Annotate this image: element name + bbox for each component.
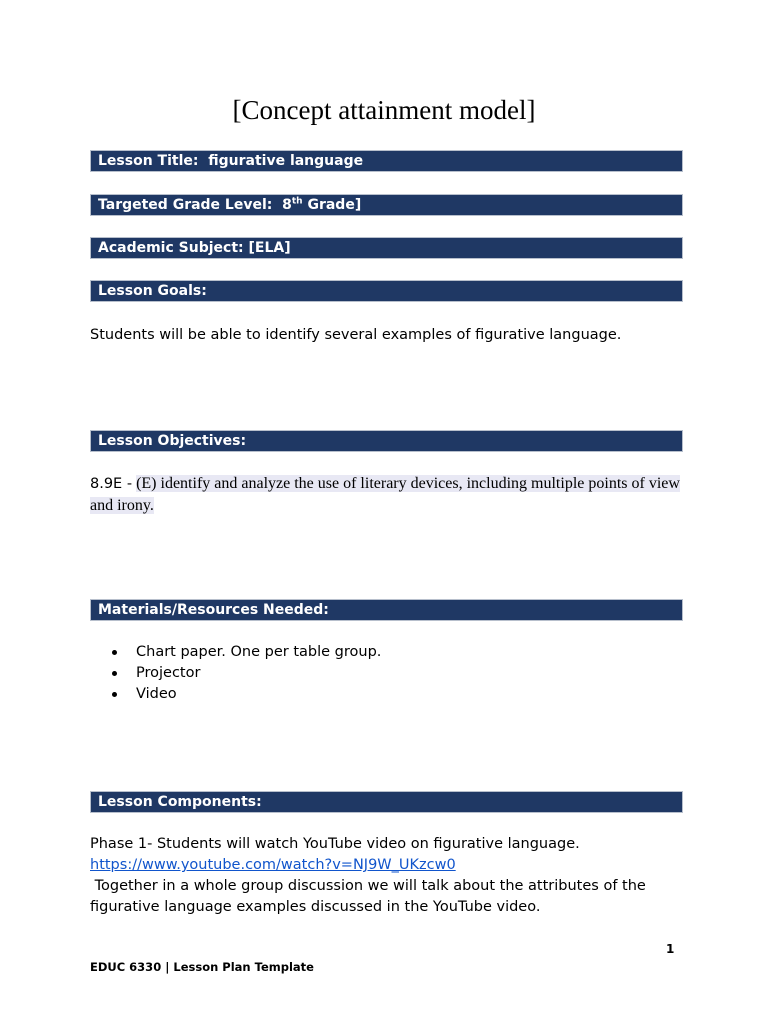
document-title: [Concept attainment model] xyxy=(232,95,536,125)
lesson-components-label: Lesson Components: xyxy=(98,794,262,810)
materials-header xyxy=(90,599,683,621)
lesson-objective-text xyxy=(90,473,680,516)
discussion-text: Together in a whole group discussion we will talk about the attributes of the figurative language examples discussed in the YouTube video. xyxy=(90,878,651,915)
lesson-title-value: figurative language xyxy=(208,153,364,169)
lesson-goals-label: Lesson Goals: xyxy=(98,283,207,299)
academic-subject-label: Academic Subject: [ELA] xyxy=(98,240,291,256)
academic-subject-header xyxy=(90,237,683,259)
list-item: Video xyxy=(90,684,680,705)
lesson-objectives-label: Lesson Objectives: xyxy=(98,433,247,449)
grade-level-label: Targeted Grade Level: xyxy=(98,197,273,213)
grade-level-sup: th xyxy=(291,196,303,207)
page-footer: EDUC 6330 | Lesson Plan Template xyxy=(90,960,314,974)
lesson-components-body xyxy=(90,834,680,918)
lesson-objectives-header xyxy=(90,430,683,452)
lesson-goals-text: Students will be able to identify several examples of figurative language. xyxy=(90,327,622,343)
grade-level-header xyxy=(90,194,683,216)
phase-1-text: Phase 1- Students will watch YouTube video on figurative language. xyxy=(90,836,580,852)
grade-level-suffix: Grade] xyxy=(307,197,362,213)
lesson-components-header xyxy=(90,791,683,813)
lesson-title-header xyxy=(90,150,683,172)
lesson-goals-header xyxy=(90,280,683,302)
objective-code: 8.9E - xyxy=(90,476,133,492)
list-item: Chart paper. One per table group. xyxy=(90,642,680,663)
page-number: 1 xyxy=(666,942,675,956)
objective-description: (E) identify and analyze the use of literary devices, including multiple points of view and irony. xyxy=(90,475,680,514)
materials-list xyxy=(90,642,680,705)
materials-label: Materials/Resources Needed: xyxy=(98,602,329,618)
youtube-link[interactable]: https://www.youtube.com/watch?v=NJ9W_UKzcw0 xyxy=(90,857,456,873)
lesson-title-label: Lesson Title: xyxy=(98,153,199,169)
list-item: Projector xyxy=(90,663,680,684)
grade-level-value: 8 xyxy=(282,197,292,213)
